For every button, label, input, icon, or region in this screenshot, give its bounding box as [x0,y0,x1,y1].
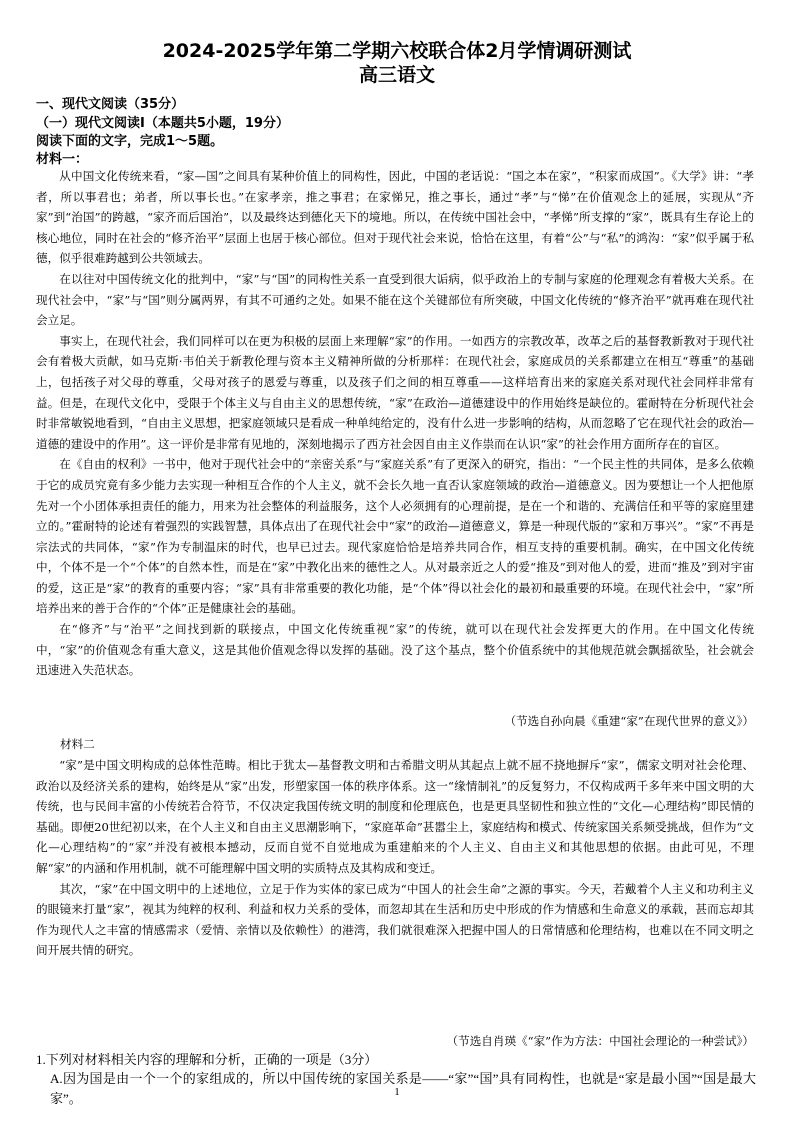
material1-paragraph: 从中国文化传统来看，“家—国”之间具有某种价值上的同构性，因此，中国的老话说：“国之本在家”，“积家而成国”。《大学》讲：“孝者，所以事君也；弟者，所以事长也。”在家孝亲，推之事君；在家悌兄，推之事长，通过“孝”与“悌”在价值观念上的延展，实现从“齐家”到“治国”的跨越，“家齐而后国治”，以及最终达到德化天下的境地。所以，在传统中国社会中，“孝悌”所支撑的“家”，既具有生存论上的核心地位，同时在社会的“修齐治平”层面上也居于核心部位。但对于现代社会来说，恰恰在这里，有着“公”与“私”的鸿沟：“家”似乎属于私德，似乎很难跨越到公共领域去。 [36,169,754,266]
question-1-option-a: A.因为国是由一个一个的家组成的，所以中国传统的家国关系是——“家”“国”具有同构性，也就是“家是最小国”“国是最大家”。 [50,1071,756,1106]
material2-paragraph: 其次，“家”在中国文明中的上述地位，立足于作为实体的家已成为“中国人的社会生命”之源的事实。今天，若戴着个人主义和功利主义的眼镜来打量“家”，视其为纯粹的权利、利益和权力关系的受体，而忽却其在生活和历史中形成的作为情感和生命意义的承载，甚而忘却其作为现代人之丰富的情感需求（爱情、亲情以及依赖性）的港湾，我们就很难深入把握中国人的日常情感和伦理结构，也难以在不同文明之间开展共情的研究。 [36,881,754,958]
material1-paragraph: 事实上，在现代社会，我们同样可以在更为积极的层面上来理解“家”的作用。一如西方的宗教改革，改革之后的基督教新教对于现代社会有着极大贡献，如马克斯·韦伯关于新教伦理与资本主义精神所做的分析那样：在现代社会，家庭成员的关系都建立在相互“尊重”的基础上，包括孩子对父母的尊重，父母对孩子的恩爱与尊重，以及孩子们之间的相互尊重——这样培育出来的家庭关系对现代社会同样非常有益。但是，在现代文化中，受限于个体主义与自由主义的思想传统，“家”在政治—道德建设中的作用始终是缺位的。霍耐特在分析现代社会时非常敏锐地看到，“自由主义思想，把家庭领域只是看成一种单纯给定的，没有什么进一步影响的结构，从而忽略了它在现代社会的政治—道德的建设中的作用”。这一评价是非常有见地的，深刻地揭示了西方社会因自由主义作祟而在认识“家”的社会作用方面所存在的盲区。 [36,333,754,451]
section-heading: 一、现代文阅读（35分） [36,97,185,112]
material1-paragraph: 在“修齐”与“治平”之间找到新的联接点，中国文化传统重视“家”的传统，就可以在现代社会发挥更大的作用。在中国文化传统中，“家”的价值观念有重大意义，这是其他价值观念得以发挥的基础。没了这个基点，整个价值系统中的其他规范就会飘摇欲坠，社会就会迅速进入失范状态。 [36,622,754,678]
material2-paragraph: “家”是中国文明构成的总体性范畴。相比于犹太—基督教文明和古希腊文明从其起点上就不屈不挠地摒斥“家”，儒家文明对社会伦理、政治以及经济关系的建构，始终是从“家”出发，形塑家国一体的秩序体系。这一“缘情制礼”的反复努力，不仅构成两千多年来中国文明的大传统，也与民间丰富的小传统若合符节，不仅决定我国传统文明的制度和伦理底色，也是更具坚韧性和独立性的“文化—心理结构”即民情的基础。即便20世纪初以来，在个人主义和自由主义思潮影响下，“家庭革命”甚嚣尘上，家庭结构和模式、传统家国关系频受挑战，但作为“文化—心理结构”的“家”并没有被根本撼动，反而自觉不自觉地成为重建舶来的个人主义、自由主义和其他思想的依据。由此可见，不理解“家”的内涵和作用机制，就不可能理解中国文明的实质特点及其构成和变迁。 [36,758,754,875]
question-1-suffix: 的一项是（3分） [279,1052,378,1067]
material2-source: （节选自肖瑛《“家”作为方法：中国社会理论的一种尝试》） [446,1034,754,1048]
exam-title: 2024-2025学年第二学期六校联合体2月学情调研测试 [162,40,632,62]
material1-paragraph: 在《自由的权利》一书中，他对于现代社会中的“亲密关系”与“家庭关系”有了更深入的研究，指出：“一个民主性的共同体，是多么依赖于它的成员究竟有多少能力去实现一种相互合作的个人主义，就不会长久地一直否认家庭领域的政治—道德意义。因为要想让一个人把他原先对一个小团体承担责任的能力，用来为社会整体的利益服务，这个人必须拥有的心理前提，是在一个和谐的、充满信任和平等的家庭里建立的。”霍耐特的论述有着强烈的实践智慧，具体点出了在现代社会中“家”的政治—道德意义，算是一种现代版的“家和万事兴”。“家”不再是宗法式的共同体，“家”作为专制温床的时代，也早已过去。现代家庭恰恰是培养共同合作，相互支持的重要机制。确实，在中国文化传统中，个体不是一个“个体”的自然本性，而是在“家”中教化出来的德性之人。从对最亲近之人的爱“推及”到对他人的爱，进而“推及”到对宇宙的爱，这正是“家”的教育的重要内容；“家”具有非常重要的教化功能，是“个体”得以社会化的最初和最重要的环境。在现代社会中，“家”所培养出来的善于合作的“个体”正是健康社会的基础。 [36,457,754,616]
material2-text [36,755,754,961]
question-1-stem [36,1050,756,1070]
material1-text [36,166,754,681]
question-1-emphasis: 正确 [253,1052,280,1067]
question-1-prefix: 1.下列对材料相关内容的理解和分析， [36,1052,254,1067]
reading-instruction: 阅读下面的文字，完成1～5题。 [36,134,224,149]
material1-paragraph: 在以往对中国传统文化的批判中，“家”与“国”的同构性关系一直受到很大诟病，似乎政治上的专制与家庭的伦理观念有着极大关系。在现代社会中，“家”与“国”则分属两界，有其不可通约之处。如果不能在这个关键部位有所突破，中国文化传统的“修齐治平”就再难在现代社会立足。 [36,271,754,328]
material1-source: （节选自孙向晨《重建“家”在现代世界的意义》） [504,714,754,728]
sub-section-heading: （一）现代文阅读Ⅰ（本题共5小题，19分） [36,116,289,131]
exam-subtitle: 高三语文 [358,64,435,86]
material1-label: 材料一： [36,152,89,167]
material2-label: 材料二 [60,737,95,751]
page-number: 1 [394,1086,400,1098]
